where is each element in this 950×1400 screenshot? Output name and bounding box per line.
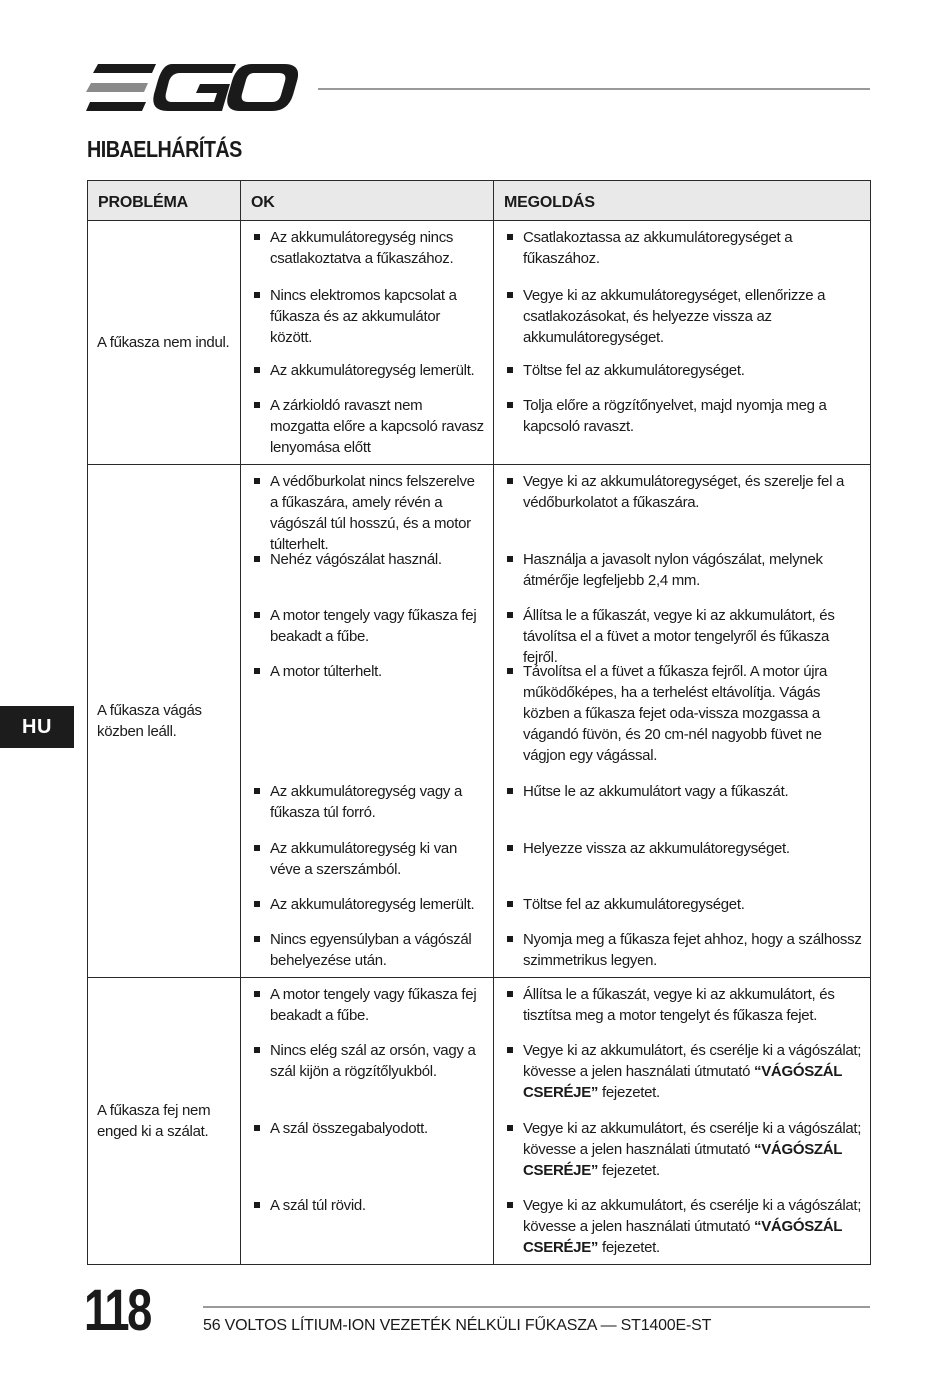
solution-text: Állítsa le a fűkaszát, vegye ki az akkumulátort, és tisztítsa meg a motor tengelyt és fűkasza fejet. — [523, 986, 835, 1024]
bullet-icon — [250, 227, 270, 283]
bullet-icon — [250, 1118, 270, 1195]
cause-text: Nincs elég szál az orsón, vagy a szál kijön a rögzítőlyukból. — [270, 1042, 476, 1080]
bullet-icon — [250, 984, 270, 1040]
bullet-icon — [250, 285, 270, 360]
bullet-icon — [250, 1195, 270, 1216]
bullet-icon — [250, 781, 270, 838]
bullet-icon — [503, 894, 523, 929]
cause-text: Az akkumulátoregység lemerült. — [270, 362, 475, 379]
cause-text: A szál túl rövid. — [270, 1197, 366, 1214]
cause-text: A védőburkolat nincs felszerelve a fűkaszára, amely révén a vágószál túl hosszú, és a motor túlterhelt. — [270, 473, 475, 553]
bullet-icon — [503, 1118, 523, 1195]
cause-text: A szál összegabalyodott. — [270, 1120, 428, 1137]
table-header-row — [88, 181, 871, 221]
footer-rule — [203, 1306, 870, 1308]
header-problem: PROBLÉMA — [88, 181, 241, 221]
cause-text: A motor túlterhelt. — [270, 663, 382, 680]
header-solution: MEGOLDÁS — [494, 181, 871, 221]
bullet-icon — [503, 838, 523, 894]
cause-cell — [241, 978, 494, 1265]
bullet-icon — [503, 984, 523, 1040]
bullet-icon — [503, 1195, 523, 1258]
table-row — [88, 978, 871, 1265]
solution-text: Hűtse le az akkumulátort vagy a fűkaszát. — [523, 783, 789, 800]
bullet-icon — [250, 395, 270, 458]
bullet-icon — [250, 838, 270, 894]
bullet-icon — [250, 471, 270, 549]
bullet-icon — [250, 1040, 270, 1118]
cause-cell — [241, 465, 494, 978]
bullet-icon — [250, 894, 270, 929]
bullet-icon — [250, 360, 270, 395]
bullet-icon — [250, 549, 270, 605]
solution-text: Töltse fel az akkumulátoregységet. — [523, 896, 745, 913]
table-row — [88, 465, 871, 978]
bullet-icon — [503, 929, 523, 971]
bullet-icon — [250, 661, 270, 781]
language-tab: HU — [0, 706, 74, 748]
troubleshooting-table — [87, 180, 871, 1265]
solution-text: Töltse fel az akkumulátoregységet. — [523, 362, 745, 379]
cause-text: A motor tengely vagy fűkasza fej beakadt a fűbe. — [270, 986, 477, 1024]
solution-text: Vegye ki az akkumulátoregységet, ellenőrizze a csatlakozásokat, és helyezze vissza az akkumulátoregységet. — [523, 287, 826, 346]
bullet-icon — [503, 605, 523, 661]
cause-text: Az akkumulátoregység vagy a fűkasza túl forró. — [270, 783, 463, 821]
solution-text: Állítsa le a fűkaszát, vegye ki az akkumulátort, és távolítsa el a füvet a motor tengelyről és fűkasza fejről. — [523, 607, 835, 666]
problem-cell: A fűkasza fej nem enged ki a szálat. — [88, 978, 241, 1265]
cause-text: Az akkumulátoregység ki van véve a szerszámból. — [270, 840, 457, 878]
solution-cell — [494, 465, 871, 978]
solution-text: Nyomja meg a fűkasza fejet ahhoz, hogy a szálhossz szimmetrikus legyen. — [523, 931, 862, 969]
cause-cell — [241, 221, 494, 465]
footer-text: 56 VOLTOS LÍTIUM-ION VEZETÉK NÉLKÜLI FŰKASZA — ST1400E-ST — [203, 1317, 712, 1334]
bullet-icon — [250, 605, 270, 661]
bullet-icon — [503, 549, 523, 605]
header-rule — [318, 88, 870, 90]
cause-text: Az akkumulátoregység lemerült. — [270, 896, 475, 913]
page-number: 118 — [84, 1278, 150, 1343]
header-cause: OK — [241, 181, 494, 221]
bullet-icon — [503, 227, 523, 283]
problem-cell: A fűkasza vágás közben leáll. — [88, 465, 241, 978]
table-row — [88, 221, 871, 465]
cause-text: Nincs elektromos kapcsolat a fűkasza és az akkumulátor között. — [270, 287, 457, 346]
solution-text: Vegye ki az akkumulátort, és cserélje ki a vágószálat; kövesse a jelen használati útmutató “VÁGÓSZÁL CSERÉJE” fejezetet. — [523, 1197, 862, 1256]
solution-text: Vegye ki az akkumulátort, és cserélje ki a vágószálat; kövesse a jelen használati útmutató “VÁGÓSZÁL CSERÉJE” fejezetet. — [523, 1120, 862, 1179]
solution-text: Távolítsa el a füvet a fűkasza fejről. A motor újra működőképes, ha a terhelést eltávolítja. Vágás közben a fűkasza fejet oda-vissza mozgassa a vágandó füvön, és 20 cm-nél nagyobb füvet ne vágjon egy vágással. — [523, 663, 828, 764]
solution-text: Vegye ki az akkumulátort, és cserélje ki a vágószálat; kövesse a jelen használati útmutató “VÁGÓSZÁL CSERÉJE” fejezetet. — [523, 1042, 862, 1101]
bullet-icon — [503, 661, 523, 781]
solution-cell — [494, 978, 871, 1265]
bullet-icon — [503, 1040, 523, 1118]
cause-text: A motor tengely vagy fűkasza fej beakadt a fűbe. — [270, 607, 477, 645]
page-title: HIBAELHÁRÍTÁS — [87, 136, 242, 162]
solution-text: Vegye ki az akkumulátoregységet, és szerelje fel a védőburkolatot a fűkaszára. — [523, 473, 845, 511]
ego-logo — [86, 64, 298, 114]
cause-text: Nehéz vágószálat használ. — [270, 551, 442, 568]
solution-text: Helyezze vissza az akkumulátoregységet. — [523, 840, 790, 857]
bullet-icon — [503, 360, 523, 395]
bullet-icon — [503, 285, 523, 360]
cause-text: Az akkumulátoregység nincs csatlakoztatva a fűkaszához. — [270, 229, 454, 267]
cause-text: Nincs egyensúlyban a vágószál behelyezése után. — [270, 931, 472, 969]
solution-cell — [494, 221, 871, 465]
bullet-icon — [250, 929, 270, 971]
bullet-icon — [503, 781, 523, 838]
bullet-icon — [503, 395, 523, 437]
problem-cell: A fűkasza nem indul. — [88, 221, 241, 465]
bullet-icon — [503, 471, 523, 549]
cause-text: A zárkioldó ravaszt nem mozgatta előre a kapcsoló ravasz lenyomása előtt — [270, 397, 484, 456]
solution-text: Tolja előre a rögzítőnyelvet, majd nyomja meg a kapcsoló ravaszt. — [523, 397, 827, 435]
solution-text: Csatlakoztassa az akkumulátoregységet a fűkaszához. — [523, 229, 793, 267]
solution-text: Használja a javasolt nylon vágószálat, melynek átmérője legfeljebb 2,4 mm. — [523, 551, 823, 589]
